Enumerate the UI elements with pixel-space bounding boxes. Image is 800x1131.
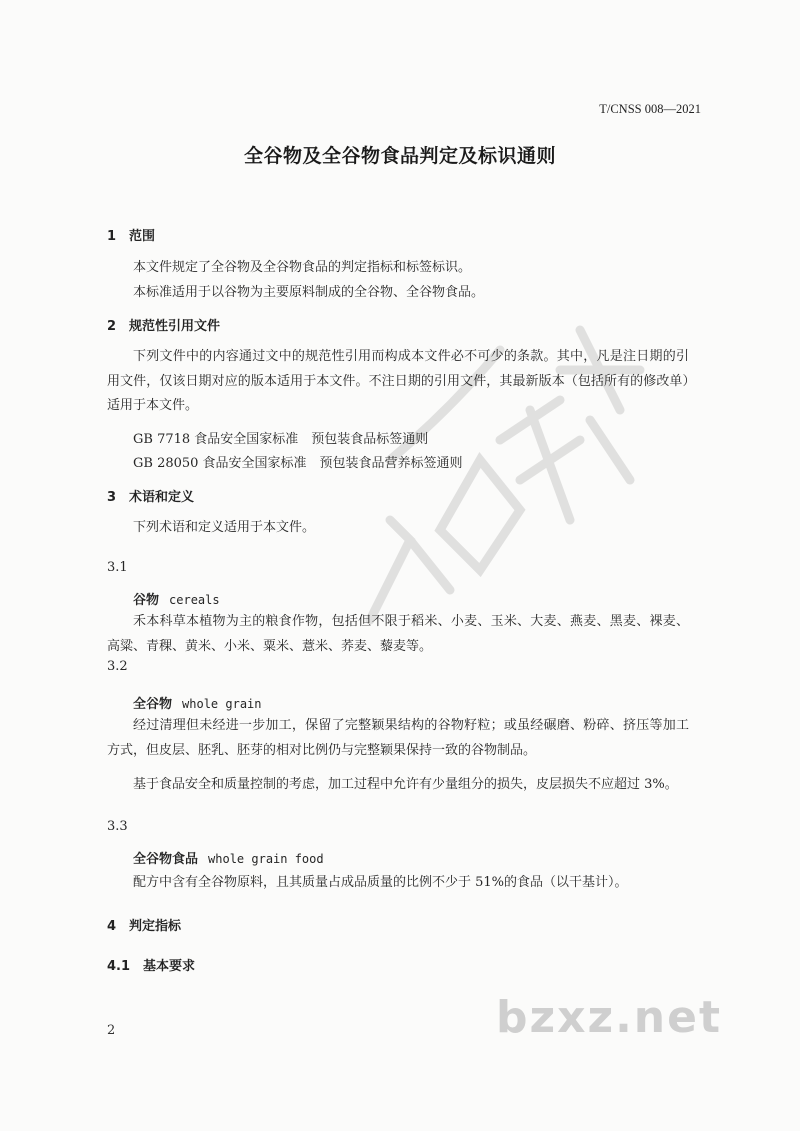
term-3-3-cn: 全谷物食品 [133,852,199,867]
term-3-2-cn: 全谷物 [133,697,173,712]
term-3-3-definition: 配方中含有全谷物原料，且其质量占成品质量的比例不少于 51%的食品（以干基计）。 [133,875,628,890]
term-3-2-note: 基于食品安全和质量控制的考虑，加工过程中允许有少量组分的损失，皮层损失不应超过 3%。 [133,777,678,792]
section-2-heading: 2 规范性引用文件 [107,319,221,334]
section-3-intro: 下列术语和定义适用于本文件。 [133,520,316,535]
section-4-1-heading: 4.1 基本要求 [107,959,196,974]
term-3-2-number: 3.2 [107,659,128,674]
term-3-1-en: cereals [169,593,220,607]
document-title: 全谷物及全谷物食品判定及标识通则 [243,145,556,167]
term-3-2-definition: 经过清理但未经进一步加工，保留了完整颖果结构的谷物籽粒；或虽经碾磨、粉碎、挤压等加工方式，但皮层、胚乳、胚芽的相对比例仍与完整颖果保持一致的谷物制品。 [107,718,689,758]
term-3-3-heading [133,847,324,872]
section-1-heading: 1 范围 [107,229,156,244]
section-1-paragraph-2: 本标准适用于以谷物为主要原料制成的全谷物、全谷物食品。 [133,285,485,300]
term-3-3-en: whole grain food [208,852,324,866]
term-3-1-number: 3.1 [107,560,128,575]
section-4-heading: 4 判定指标 [107,919,182,934]
term-3-3-number: 3.3 [107,819,128,834]
page-number: 2 [107,1023,116,1038]
term-3-2-en: whole grain [182,697,262,711]
section-2-paragraph: 下列文件中的内容通过文中的规范性引用而构成本文件必不可少的条款。其中，凡是注日期的引用文件，仅该日期对应的版本适用于本文件。不注日期的引用文件，其最新版本（包括所有的修改单）适用于本文件。 [107,349,689,413]
site-watermark: bzxz.net [495,992,722,1043]
section-3-heading: 3 术语和定义 [107,490,195,505]
standard-number: T/CNSS 008—2021 [599,102,701,116]
reference-gb28050: GB 28050 食品安全国家标准 预包装食品营养标签通则 [133,456,463,471]
term-3-1-cn: 谷物 [133,593,160,608]
term-3-1-definition: 禾本科草本植物为主的粮食作物，包括但不限于稻米、小麦、玉米、大麦、燕麦、黑麦、裸麦、高粱、青稞、黄米、小米、粟米、薏米、荞麦、藜麦等。 [107,614,689,654]
reference-gb7718: GB 7718 食品安全国家标准 预包装食品标签通则 [133,432,429,447]
section-1-paragraph-1: 本文件规定了全谷物及全谷物食品的判定指标和标签标识。 [133,260,472,275]
